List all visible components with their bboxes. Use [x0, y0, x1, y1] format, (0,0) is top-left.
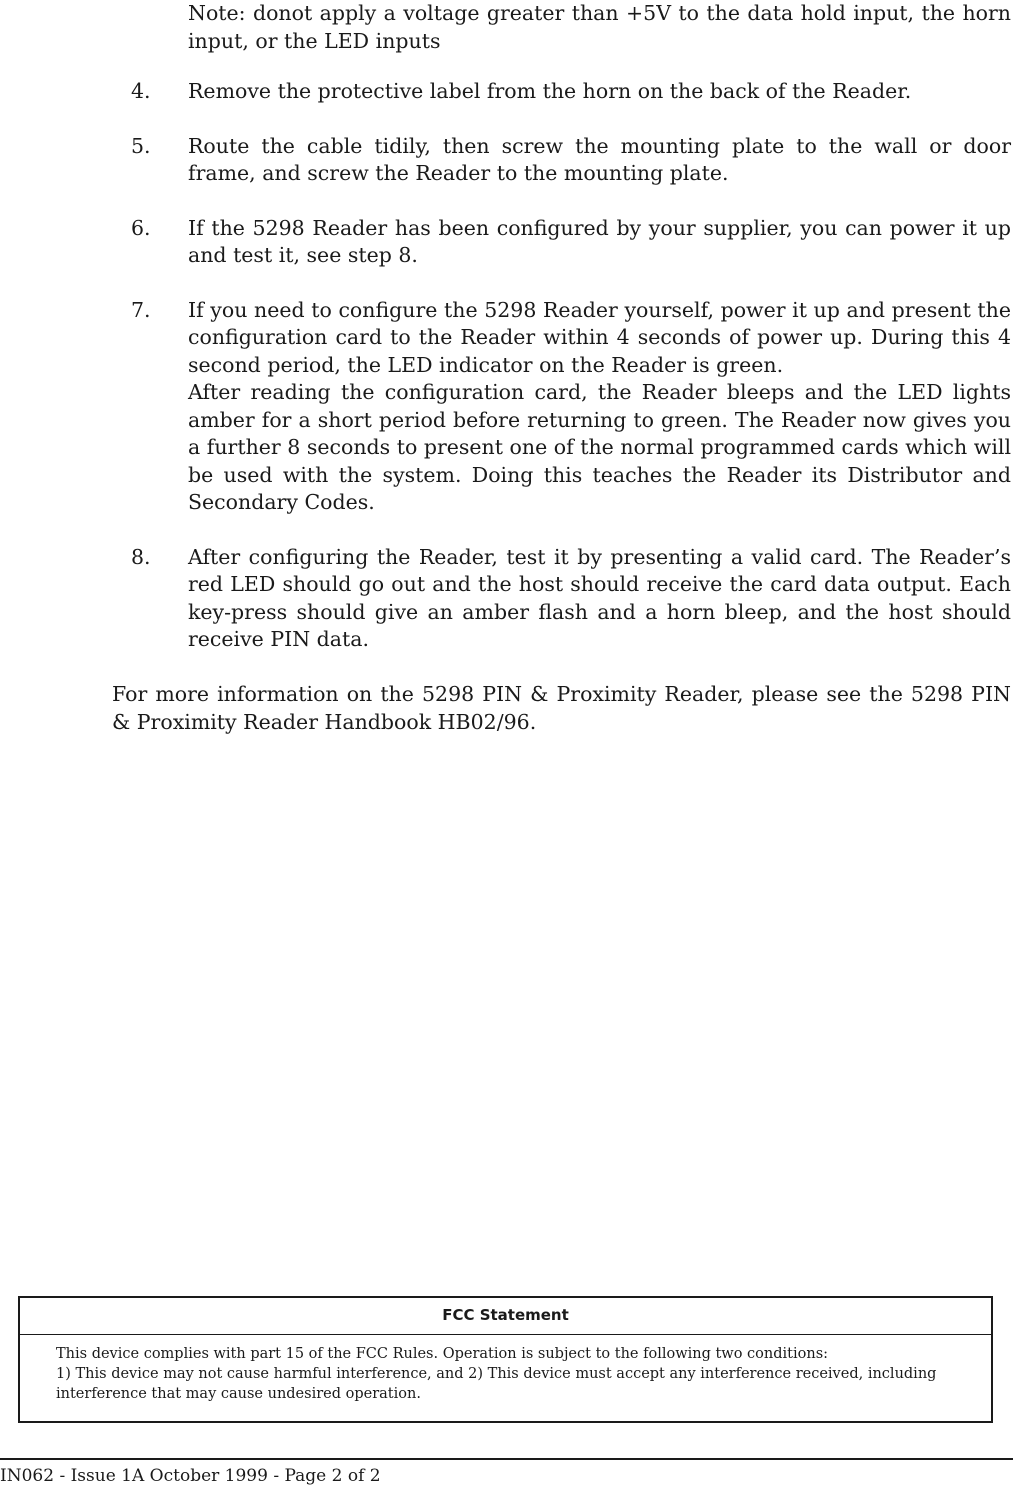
fcc-line-2: 1) This device may not cause harmful interference, and 2) This device must accept any interference received, including interference that may cause undesired operation.: [56, 1366, 937, 1402]
fcc-title: FCC Statement: [20, 1298, 991, 1335]
step-5: [0, 133, 1013, 188]
step-text: [188, 133, 1011, 188]
step-text: [188, 544, 1011, 654]
footer-divider: [0, 1458, 1013, 1460]
fcc-statement-box: [18, 1296, 993, 1423]
step-text: [188, 78, 1011, 106]
step-paragraph: If the 5298 Reader has been configured by your supplier, you can power it up and test it, see step 8.: [188, 215, 1011, 267]
step-paragraph-continued: After reading the configuration card, the Reader bleeps and the LED lights amber for a short period before returning to green. The Reader now gives you a further 8 seconds to present one of the normal programmed cards which will be used with the system. Doing this teaches the Reader its Distributor and Secondary Codes.: [188, 380, 1011, 514]
step-paragraph: After configuring the Reader, test it by presenting a valid card. The Reader’s red LED should go out and the host should receive the card data output. Each key-press should give an amber flash and a horn bleep, and the host should receive PIN data.: [188, 544, 1011, 651]
fcc-line-1: This device complies with part 15 of the FCC Rules. Operation is subject to the following two conditions:: [56, 1346, 829, 1362]
step-text: [188, 297, 1011, 517]
step-number: 5.: [131, 133, 151, 158]
more-information: For more information on the 5298 PIN & Proximity Reader, please see the 5298 PIN & Proximity Reader Handbook HB02/96.: [112, 682, 1011, 734]
step-number: 4.: [131, 79, 151, 103]
step-8: [0, 544, 1013, 654]
fcc-body: [20, 1335, 991, 1404]
step-7: [0, 297, 1013, 517]
step-number: 7.: [131, 297, 151, 322]
step-paragraph: Route the cable tidily, then screw the mounting plate to the wall or door frame, and screw the Reader to the mounting plate.: [188, 133, 1011, 185]
voltage-note: Note: donot apply a voltage greater than +5V to the data hold input, the horn input, or the LED inputs: [188, 1, 1011, 53]
step-paragraph: If you need to configure the 5298 Reader yourself, power it up and present the configuration card to the Reader within 4 seconds of power up. During this 4 second period, the LED indicator on the Reader is green.: [188, 297, 1011, 377]
installation-steps: [0, 78, 1013, 681]
page-footer: IN062 - Issue 1A October 1999 - Page 2 of 2: [0, 1466, 381, 1486]
step-number: 8.: [131, 544, 151, 569]
step-4: [0, 78, 1013, 106]
step-paragraph: Remove the protective label from the horn on the back of the Reader.: [188, 79, 912, 103]
step-6: [0, 215, 1013, 270]
step-number: 6.: [131, 215, 151, 240]
step-text: [188, 215, 1011, 270]
